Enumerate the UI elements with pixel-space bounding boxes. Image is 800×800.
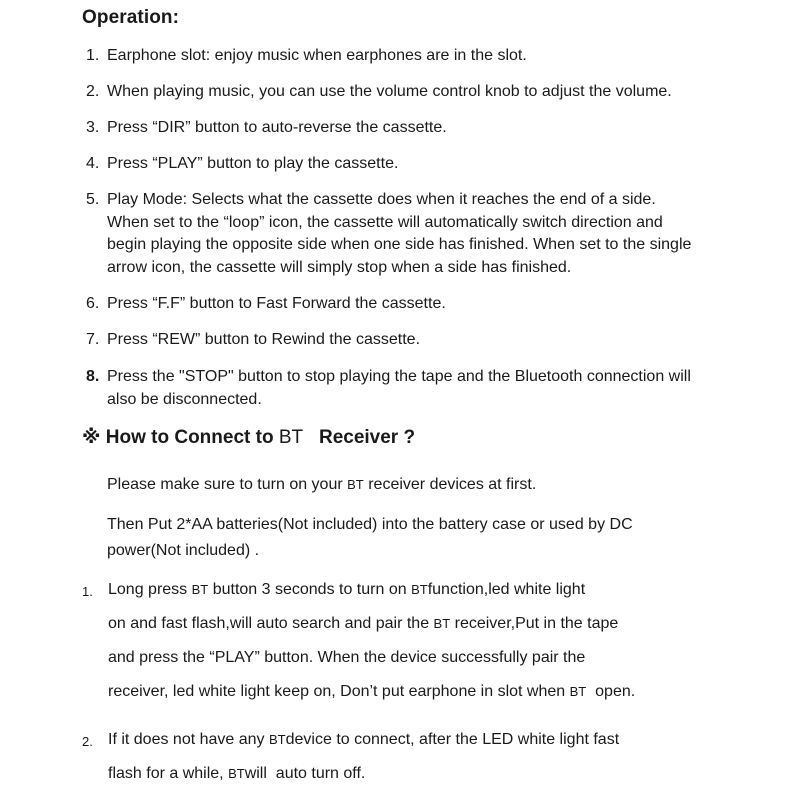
item-number: 3. [86,119,100,136]
para-text: Please make sure to turn on your [107,476,343,493]
heading-prefix: ※ How to Connect to [82,427,274,448]
item-number: 8. [86,368,100,385]
step-line [108,731,619,749]
step-text: receiver,Put in the tape [454,615,619,632]
bt-label: BT [278,427,304,448]
step-text: open. [595,683,636,700]
item-text: When playing music, you can use the volume control knob to adjust the volume. [107,83,672,100]
item-text: Press “DIR” button to auto-reverse the cassette. [107,119,447,136]
step-line [108,683,635,701]
step-line [108,765,365,783]
bt-label: BT [411,582,428,597]
bt-label: BT [569,684,587,699]
step-text: Long press [108,581,188,598]
step-text: flash for a while, [108,765,224,782]
operation-heading: Operation: [82,7,180,28]
bt-section-heading [82,426,415,449]
item-text: Press the "STOP" button to stop playing the tape and the Bluetooth connection will also be disconnected. [107,368,691,408]
para-text: receiver devices at first. [368,476,537,493]
step-line [108,581,585,599]
item-text: Earphone slot: enjoy music when earphones are in the slot. [107,47,527,64]
step-text: function,led white light [427,581,586,598]
step-number: 2. [82,734,93,749]
step-text: receiver, led white light keep on, Don’t put earphone in slot when [108,683,566,700]
step-text: on and fast flash,will auto search and pair the [108,615,430,632]
step-text: If it does not have any [108,731,265,748]
bt-label: BT [433,616,451,631]
step-text: device to connect, after the LED white light fast [285,731,620,748]
bt-label: BT [191,582,209,597]
item-number: 4. [86,155,100,172]
bt-label: BT [228,766,245,781]
item-number: 5. [86,191,100,208]
item-text: Press “PLAY” button to play the cassette. [107,155,399,172]
bt-label: BT [269,732,286,747]
step-line: and press the “PLAY” button. When the device successfully pair the [108,649,586,666]
bt-label: BT [347,477,364,492]
step-line [108,615,618,633]
item-number: 6. [86,295,100,312]
item-number: 1. [86,47,100,64]
item-text: Press “REW” button to Rewind the cassette. [107,331,421,348]
step-text: auto turn off. [275,765,366,782]
item-text: Play Mode: Selects what the cassette does when it reaches the end of a side. When set to the “loop” icon, the cassette will automatically switch direction and begin playing the opposite side when one side has finished. When set to the single arrow icon, the cassette will simply stop when a side has finished. [107,191,692,276]
item-number: 7. [86,331,100,348]
intro-paragraph [107,472,667,498]
step-text: button 3 seconds to turn on [212,581,407,598]
item-text: Press “F.F” button to Fast Forward the cassette. [107,295,446,312]
step-text: will [244,765,267,782]
battery-paragraph: Then Put 2*AA batteries(Not included) into the battery case or used by DC power(Not included) . [107,516,633,559]
item-number: 2. [86,83,100,100]
step-number: 1. [82,584,93,599]
heading-suffix: Receiver ? [318,427,416,448]
